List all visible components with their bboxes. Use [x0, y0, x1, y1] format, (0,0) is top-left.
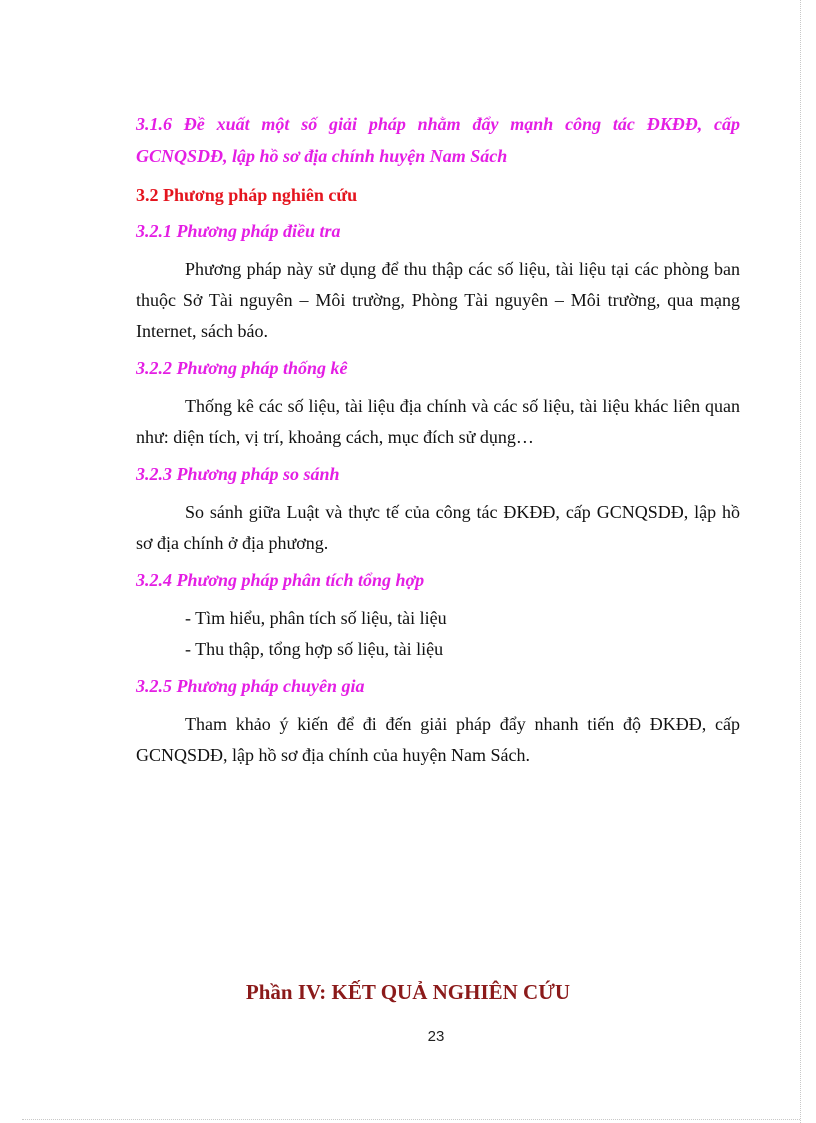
heading-3-2-5: 3.2.5 Phương pháp chuyên gia: [136, 676, 365, 696]
paragraph-3-2-1: Phương pháp này sử dụng để thu thập các số liệu, tài liệu tại các phòng ban thuộc Sở Tài nguyên – Môi trường, Phòng Tài nguyên – Môi trường, qua mạng Internet, sách báo.: [136, 259, 740, 341]
part-heading: Phần IV: KẾT QUẢ NGHIÊN CỨU: [245, 980, 571, 1004]
heading-3-2-2: 3.2.2 Phương pháp thống kê: [136, 358, 348, 378]
page-border-right: [800, 0, 801, 1123]
heading-3-1-6-line1: 3.1.6 Đề xuất một số giải pháp nhằm đẩy mạnh công tác ĐKĐĐ, cấp: [136, 114, 740, 134]
heading-3-2-4: 3.2.4 Phương pháp phân tích tổng hợp: [136, 570, 425, 590]
list-item: - Tìm hiểu, phân tích số liệu, tài liệu: [185, 608, 447, 628]
paragraph-3-2-5: Tham khảo ý kiến để đi đến giải pháp đẩy nhanh tiến độ ĐKĐĐ, cấp GCNQSDĐ, lập hồ sơ địa chính của huyện Nam Sách.: [136, 714, 740, 765]
list-item: - Thu thập, tổng hợp số liệu, tài liệu: [185, 639, 444, 659]
heading-3-2-1: 3.2.1 Phương pháp điều tra: [136, 221, 341, 241]
heading-3-2-3: 3.2.3 Phương pháp so sánh: [136, 464, 340, 484]
paragraph-3-2-3: So sánh giữa Luật và thực tế của công tác ĐKĐĐ, cấp GCNQSDĐ, lập hồ sơ địa chính ở địa phương.: [136, 502, 740, 553]
heading-3-1-6-line2: GCNQSDĐ, lập hồ sơ địa chính huyện Nam Sách: [136, 146, 508, 166]
heading-3-2: 3.2 Phương pháp nghiên cứu: [136, 185, 358, 205]
heading-3-1-6: [136, 108, 740, 172]
page-border-bottom: [22, 1119, 800, 1120]
document-body: [136, 108, 740, 771]
paragraph-3-2-2: Thống kê các số liệu, tài liệu địa chính và các số liệu, tài liệu khác liên quan như: diện tích, vị trí, khoảng cách, mục đích sử dụng…: [136, 396, 740, 447]
page-number: 23: [427, 1028, 445, 1045]
